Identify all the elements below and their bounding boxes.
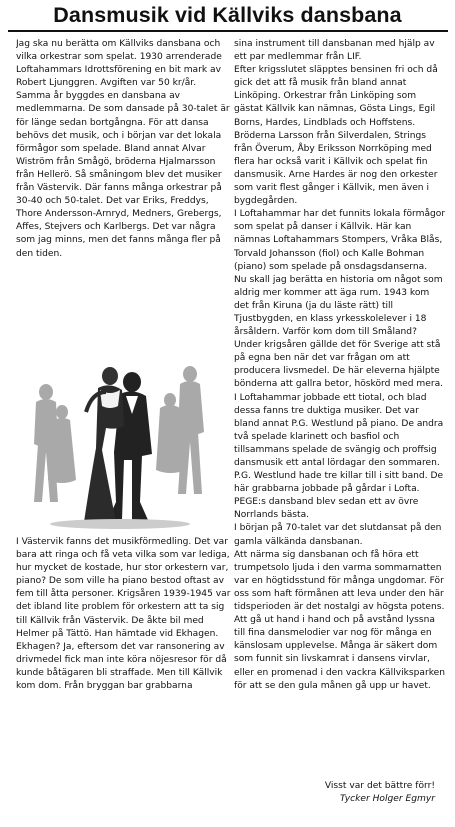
paragraph: Att närma sig dansbanan och få höra ett trumpetsolo ljuda i den varma sommarnatten var en högtidsstund för många ungdomar. För oss som haft förmånen att leva under den här tidsperioden är det nostalgi av högsta potens. Att gå ut hand i hand och på avstånd lyssna till fina dansmelodier var nog för många en känslosam upplevelse. Många är säkert dom som funnit sin livskamrat i dansens virvlar, eller en promenad i den vackra Källviksparken för att se den gula månen gå upp ur havet. <box>234 549 446 691</box>
article-title: Dansmusik vid Källviks dansbana <box>53 3 402 27</box>
paragraph: I Loftahammar har det funnits lokala förmågor som spelat på danser i Källvik. Här kan nämnas Loftahammars Stompers, Vråka Blås, Torvald Johansson (fiol) och Kalle Bohman (piano) som spelade på onsdagsdanserna. <box>234 209 446 272</box>
paragraph: sina instrument till dansbanan med hjälp av ett par medlemmar från LIF. <box>234 39 435 63</box>
dancing-couple-illustration <box>20 352 220 532</box>
right-column <box>234 38 447 780</box>
left-column-top <box>16 38 232 348</box>
paragraph: I början på 70-talet var det slutdansat på den gamla välkända dansbanan. <box>234 523 442 547</box>
dancing-couples-svg <box>20 352 220 532</box>
left-column-bottom <box>16 536 232 776</box>
title-rule <box>8 30 448 32</box>
paragraph: I Västervik fanns det musikförmedling. Det var bara att ringa och få veta vilka som var lediga, hur mycket de kostade, hur stor orkestern var, piano? De som ville ha piano bestod oftast av fem till åtta personer. Krigsåren 1939-1945 var det ibland lite problem för orkestern att ta sig till Källvik från Västervik. De åkte bil med Helmer på Tättö. Han hämtade vid Ekhagen. Ekhagen? Ja, eftersom det var ransonering av drivmedel fick man inte köra nöjesresor för då kunde båtägaren bli straffade. Men till Källvik kom dom. Från bryggan bar grabbarna <box>16 537 231 692</box>
paragraph: Nu skall jag berätta en historia om något som aldrig mer kommer att äga rum. 1943 kom det från Kiruna (ja du läste rätt) till Tjustbygden, en klass yrkesskolelever i 18 årsåldern. Varför kom dom till Småland? Under krigsåren gällde det för Sverige att stå på egna ben när det var frågan om att producera livsmedel. De här eleverna hjälpte bönderna att gallra betor, höskörd med mera. I Loftahammar jobbade ett tiotal, och blad dessa fanns tre duktiga musiker. Det var bland annat P.G. Westlund på piano. De andra två spelade klarinett och basfiol och tillsammans spelade de svängig och proffsig dansmusik ett antal lördagar den sommaren. P.G. Westlund hade tre killar till i sitt band. De här grabbarna jobbade på gårdar i Lofta. PEGE:s dansband blev sedan ett av övre Norrlands bästa. <box>234 274 444 521</box>
paragraph: Jag ska nu berätta om Källviks dansbana och vilka orkestrar som spelat. 1930 arrenderade Loftahammars Idrottsförening en bit mark av Robert Ljunggren. Avgiften var 50 kr/år. Samma år byggdes en dansbana av medlemmarna. De som dansade på 30-talet är för länge sedan bortgångna. För att dansa behövs det musik, och i början var det lokala förmågor som spelade. Bland annat Alvar Wiström från Smågö, bröderna Hjalmarsson från Hellerö. Så småningom blev det musiker från Västervik. Där fanns många orkestrar på 30-40 och 50-talet. Det var Eriks, Freddys, Thore Andersson-Arnryd, Medners, Grebergs, Affes, Stejvers och Karlbergs. Det var några som jag minns, men det fanns många fler på den tiden. <box>16 39 230 259</box>
author-signature: Tycker Holger Egmyr <box>339 794 435 804</box>
paragraph: Efter krigsslutet släpptes bensinen fri och då gick det att få musik från bland annat Linköping. Orkestrar från Linköping som gästat Källvik kan nämnas, Gösta Lings, Egil Borns, Hardes, Lindblads och Hoffstens. Bröderna Larsson från Silverdalen, Strings från Överum, Åby Eriksson Norrköping med flera har också varit i Källvik och spelat fin dansmusik. Arne Hardes är nog den orkester som varit flest gånger i Källvik, men även i bygdegården. <box>234 65 438 207</box>
signoff <box>325 780 435 806</box>
signoff-line: Visst var det bättre förr! <box>324 781 435 791</box>
